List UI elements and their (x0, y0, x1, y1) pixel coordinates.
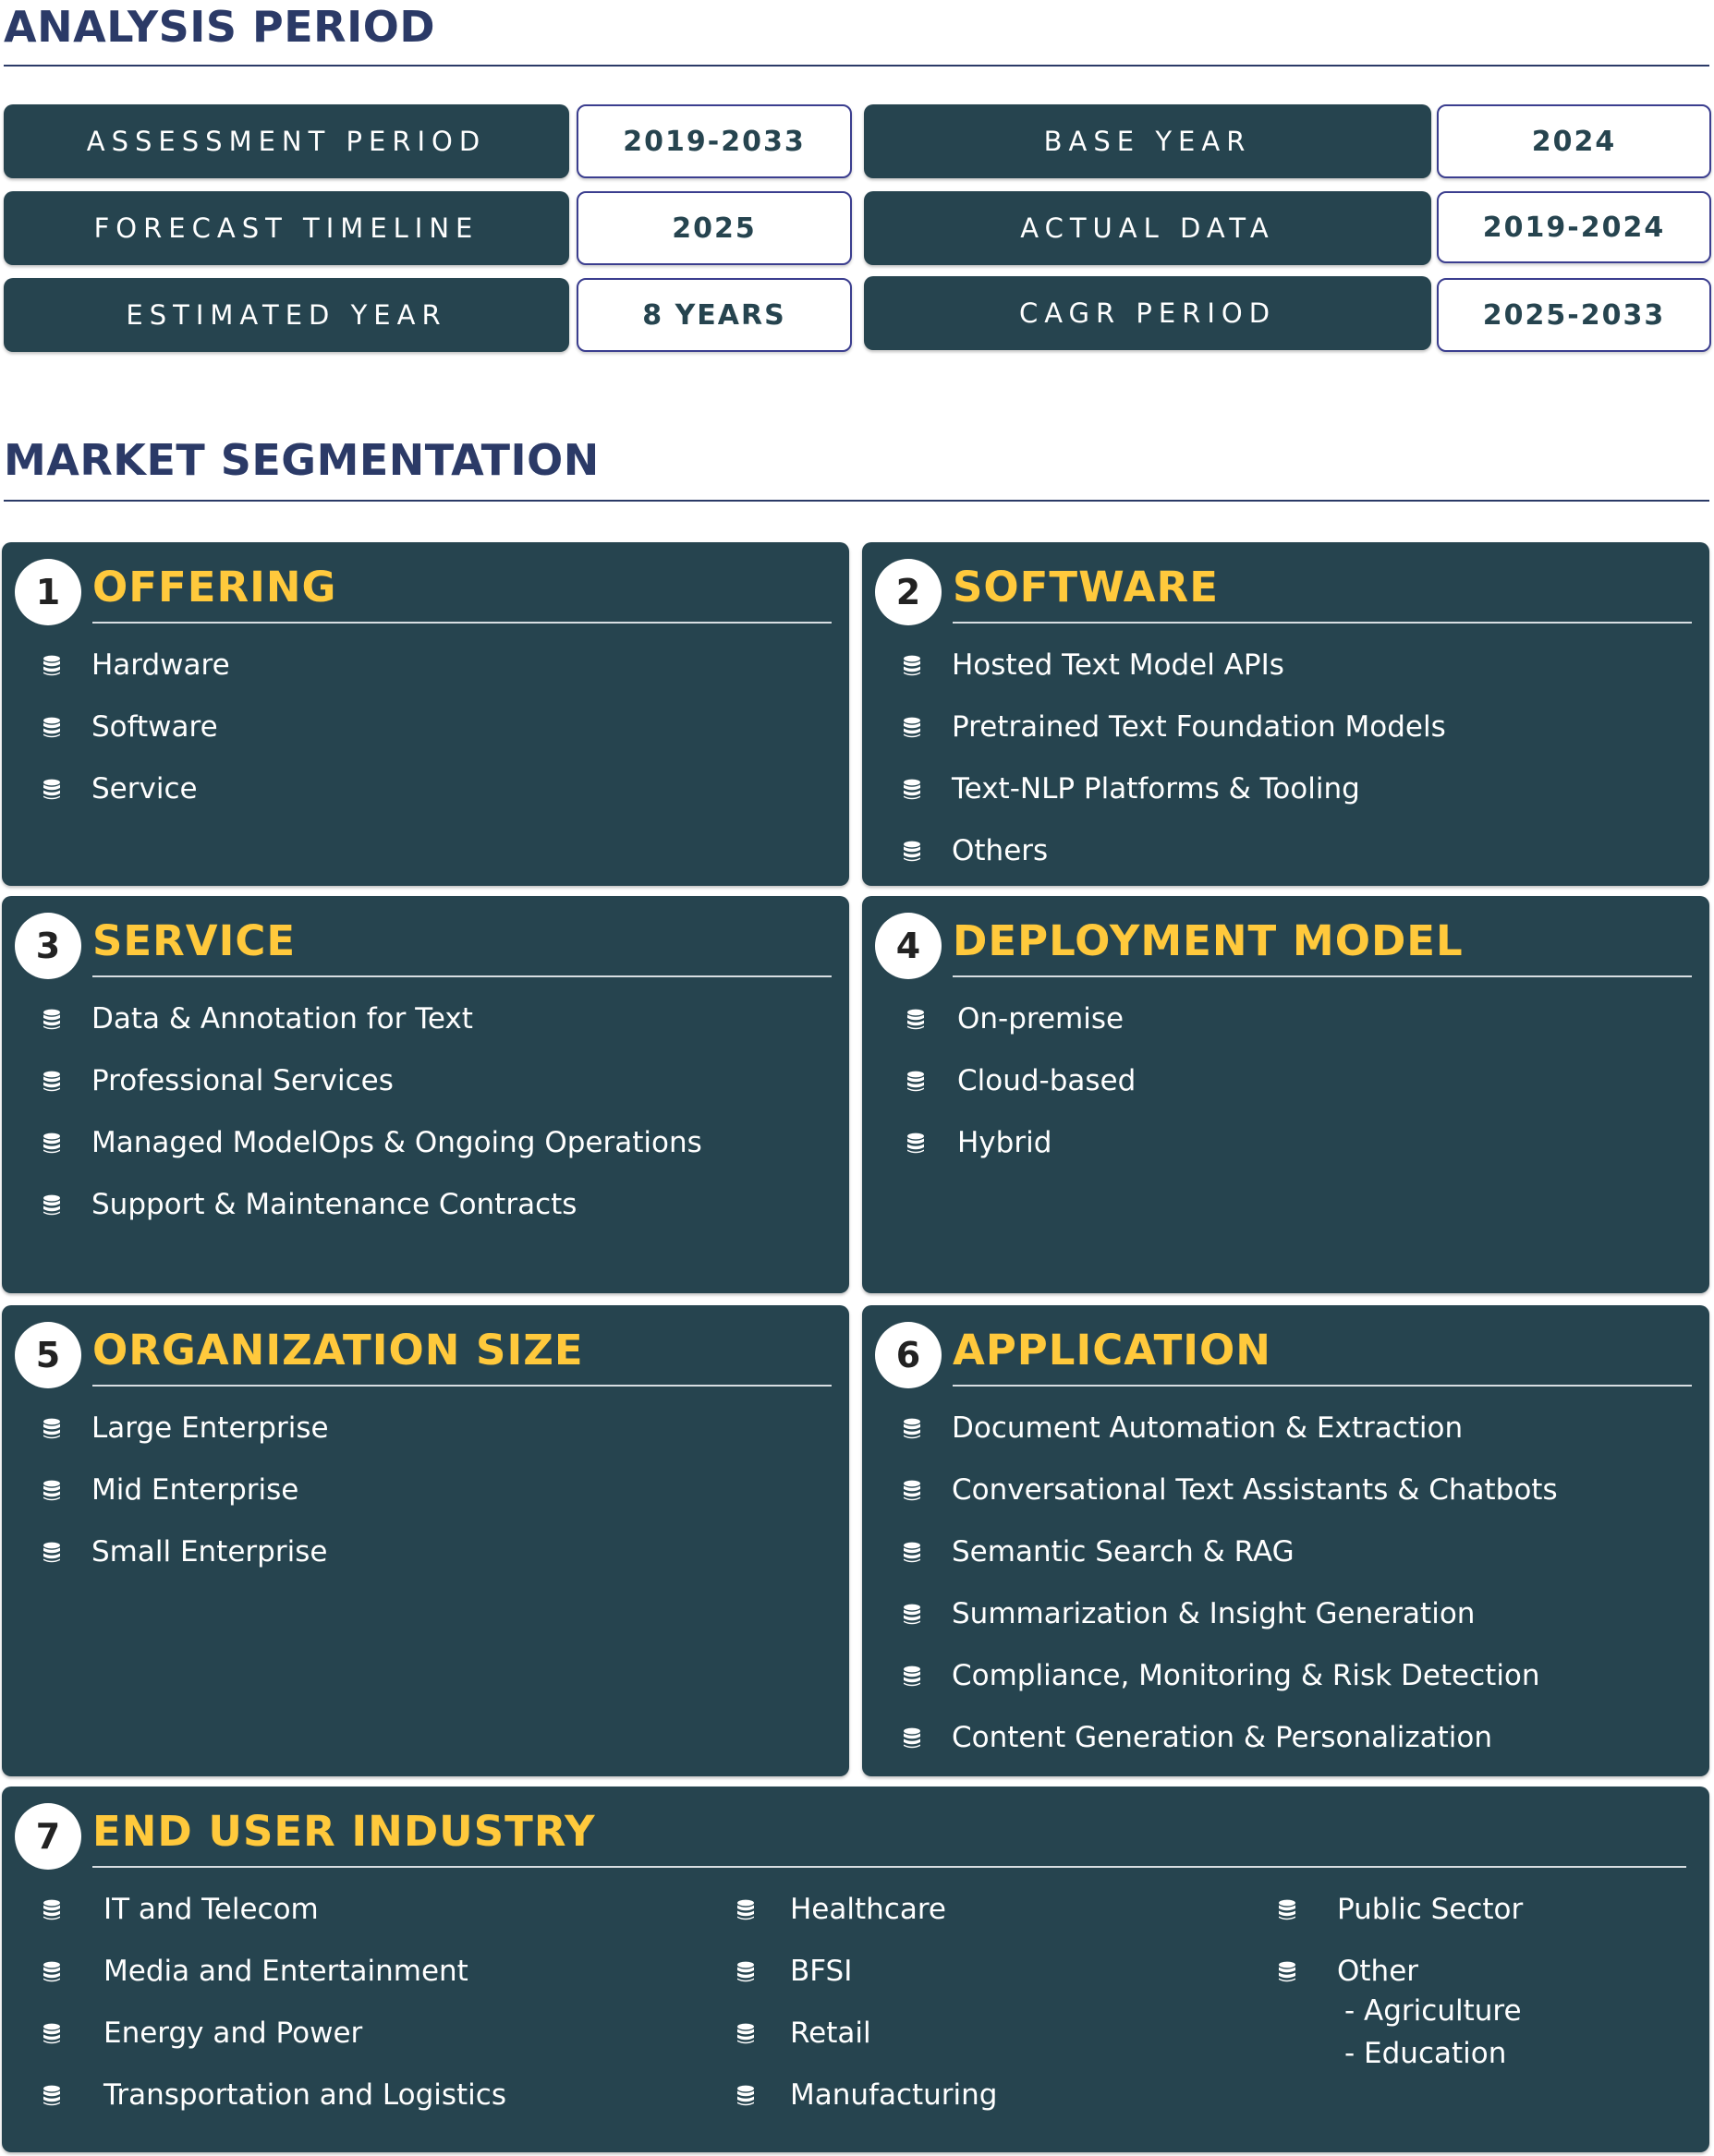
list-item-label: Data & Annotation for Text (91, 1002, 473, 1036)
list-item-label: Large Enterprise (91, 1411, 329, 1445)
database-icon (43, 1899, 61, 1921)
database-icon (903, 655, 921, 677)
database-icon (43, 1194, 61, 1217)
list-item-label: Cloud-based (957, 1064, 1137, 1097)
estimated-year-label: ESTIMATED YEAR (4, 278, 569, 352)
list-item-label: Conversational Text Assistants & Chatbots (952, 1473, 1558, 1507)
database-icon (43, 1961, 61, 1983)
other-sub-item: - Education (1344, 2037, 1507, 2070)
list-item-label: IT and Telecom (103, 1893, 319, 1926)
database-icon (43, 1418, 61, 1440)
list-item-label: Summarization & Insight Generation (952, 1597, 1476, 1630)
database-icon (903, 1480, 921, 1502)
actual-data-label: ACTUAL DATA (864, 191, 1431, 265)
segment-title-divider (92, 1866, 1686, 1868)
segment-title-divider (92, 622, 832, 624)
list-item-label: Hybrid (957, 1126, 1052, 1159)
list-item-label: Software (91, 710, 218, 744)
cagr-period-value: 2025-2033 (1437, 278, 1711, 352)
analysis-divider (4, 65, 1709, 67)
database-icon (736, 2023, 755, 2045)
list-item-label: Small Enterprise (91, 1535, 328, 1569)
forecast-timeline-value: 2025 (577, 191, 852, 265)
analysis-period-title: ANALYSIS PERIOD (4, 2, 436, 52)
database-icon (906, 1133, 925, 1155)
list-item-label: Content Generation & Personalization (952, 1721, 1493, 1754)
market-segmentation-title: MARKET SEGMENTATION (4, 435, 600, 485)
segment-title-divider (92, 1385, 832, 1387)
segment-title: SERVICE (92, 916, 297, 965)
list-item-label: Media and Entertainment (103, 1955, 468, 1988)
database-icon (43, 1009, 61, 1031)
list-item-label: Retail (790, 2017, 871, 2050)
database-icon (736, 1961, 755, 1983)
segment-card-end-user-industry (2, 1787, 1709, 2152)
database-icon (903, 1418, 921, 1440)
database-icon (903, 779, 921, 801)
segment-title-divider (953, 622, 1692, 624)
database-icon (43, 717, 61, 739)
list-item-label: BFSI (790, 1955, 853, 1988)
segment-number-badge: 4 (875, 913, 942, 979)
database-icon (903, 1727, 921, 1750)
cagr-period-label: CAGR PERIOD (864, 276, 1431, 350)
database-icon (736, 1899, 755, 1921)
database-icon (43, 1542, 61, 1564)
segment-title-divider (92, 975, 832, 977)
list-item-label: Manufacturing (790, 2078, 998, 2112)
list-item-label: Pretrained Text Foundation Models (952, 710, 1446, 744)
assessment-period-value: 2019-2033 (577, 104, 852, 178)
segment-card-offering (2, 542, 849, 886)
list-item-label: Text-NLP Platforms & Tooling (952, 772, 1360, 805)
segment-card-organization-size (2, 1305, 849, 1776)
segment-title: ORGANIZATION SIZE (92, 1326, 584, 1375)
list-item-label: Document Automation & Extraction (952, 1411, 1464, 1445)
database-icon (903, 1604, 921, 1626)
database-icon (43, 2023, 61, 2045)
list-item-label: Service (91, 772, 198, 805)
list-item-label: Energy and Power (103, 2017, 363, 2050)
list-item-label: Others (952, 834, 1049, 867)
segment-title: OFFERING (92, 563, 337, 612)
list-item-label: Hosted Text Model APIs (952, 648, 1284, 682)
segment-number-badge: 1 (15, 559, 81, 625)
list-item-label: Compliance, Monitoring & Risk Detection (952, 1659, 1540, 1692)
assessment-period-label: ASSESSMENT PERIOD (4, 104, 569, 178)
estimated-year-value: 8 YEARS (577, 278, 852, 352)
list-item-label: On-premise (957, 1002, 1124, 1036)
segment-title: DEPLOYMENT MODEL (953, 916, 1464, 965)
database-icon (906, 1071, 925, 1093)
list-item-label: Professional Services (91, 1064, 394, 1097)
segment-title: APPLICATION (953, 1326, 1271, 1375)
list-item-label: Public Sector (1337, 1893, 1524, 1926)
database-icon (903, 841, 921, 863)
forecast-timeline-label: FORECAST TIMELINE (4, 191, 569, 265)
database-icon (43, 2085, 61, 2107)
database-icon (1278, 1899, 1296, 1921)
database-icon (903, 1665, 921, 1688)
segment-title-divider (953, 1385, 1692, 1387)
segment-title-divider (953, 975, 1692, 977)
segment-card-deployment-model (862, 896, 1709, 1293)
segment-card-application (862, 1305, 1709, 1776)
other-sub-item: - Agriculture (1344, 1994, 1522, 2028)
segment-number-badge: 6 (875, 1322, 942, 1388)
list-item-label: Hardware (91, 648, 230, 682)
segment-title: SOFTWARE (953, 563, 1219, 612)
actual-data-value: 2019-2024 (1437, 191, 1711, 263)
list-item-label: Healthcare (790, 1893, 946, 1926)
list-item-label: Semantic Search & RAG (952, 1535, 1295, 1569)
list-item-label: Transportation and Logistics (103, 2078, 506, 2112)
segment-card-software (862, 542, 1709, 886)
base-year-label: BASE YEAR (864, 104, 1431, 178)
database-icon (906, 1009, 925, 1031)
database-icon (43, 779, 61, 801)
database-icon (903, 717, 921, 739)
database-icon (1278, 1961, 1296, 1983)
segmentation-divider (4, 500, 1709, 502)
database-icon (736, 2085, 755, 2107)
list-item-label: Other (1337, 1955, 1419, 1988)
segment-title: END USER INDUSTRY (92, 1807, 596, 1856)
segment-number-badge: 5 (15, 1322, 81, 1388)
segment-number-badge: 3 (15, 913, 81, 979)
other-sub-list (1344, 1990, 1522, 2075)
list-item-label: Mid Enterprise (91, 1473, 299, 1507)
database-icon (903, 1542, 921, 1564)
database-icon (43, 1071, 61, 1093)
segment-number-badge: 2 (875, 559, 942, 625)
segment-card-service (2, 896, 849, 1293)
segment-number-badge: 7 (15, 1803, 81, 1870)
database-icon (43, 655, 61, 677)
base-year-value: 2024 (1437, 104, 1711, 178)
database-icon (43, 1133, 61, 1155)
database-icon (43, 1480, 61, 1502)
list-item-label: Support & Maintenance Contracts (91, 1188, 577, 1221)
list-item-label: Managed ModelOps & Ongoing Operations (91, 1126, 702, 1159)
